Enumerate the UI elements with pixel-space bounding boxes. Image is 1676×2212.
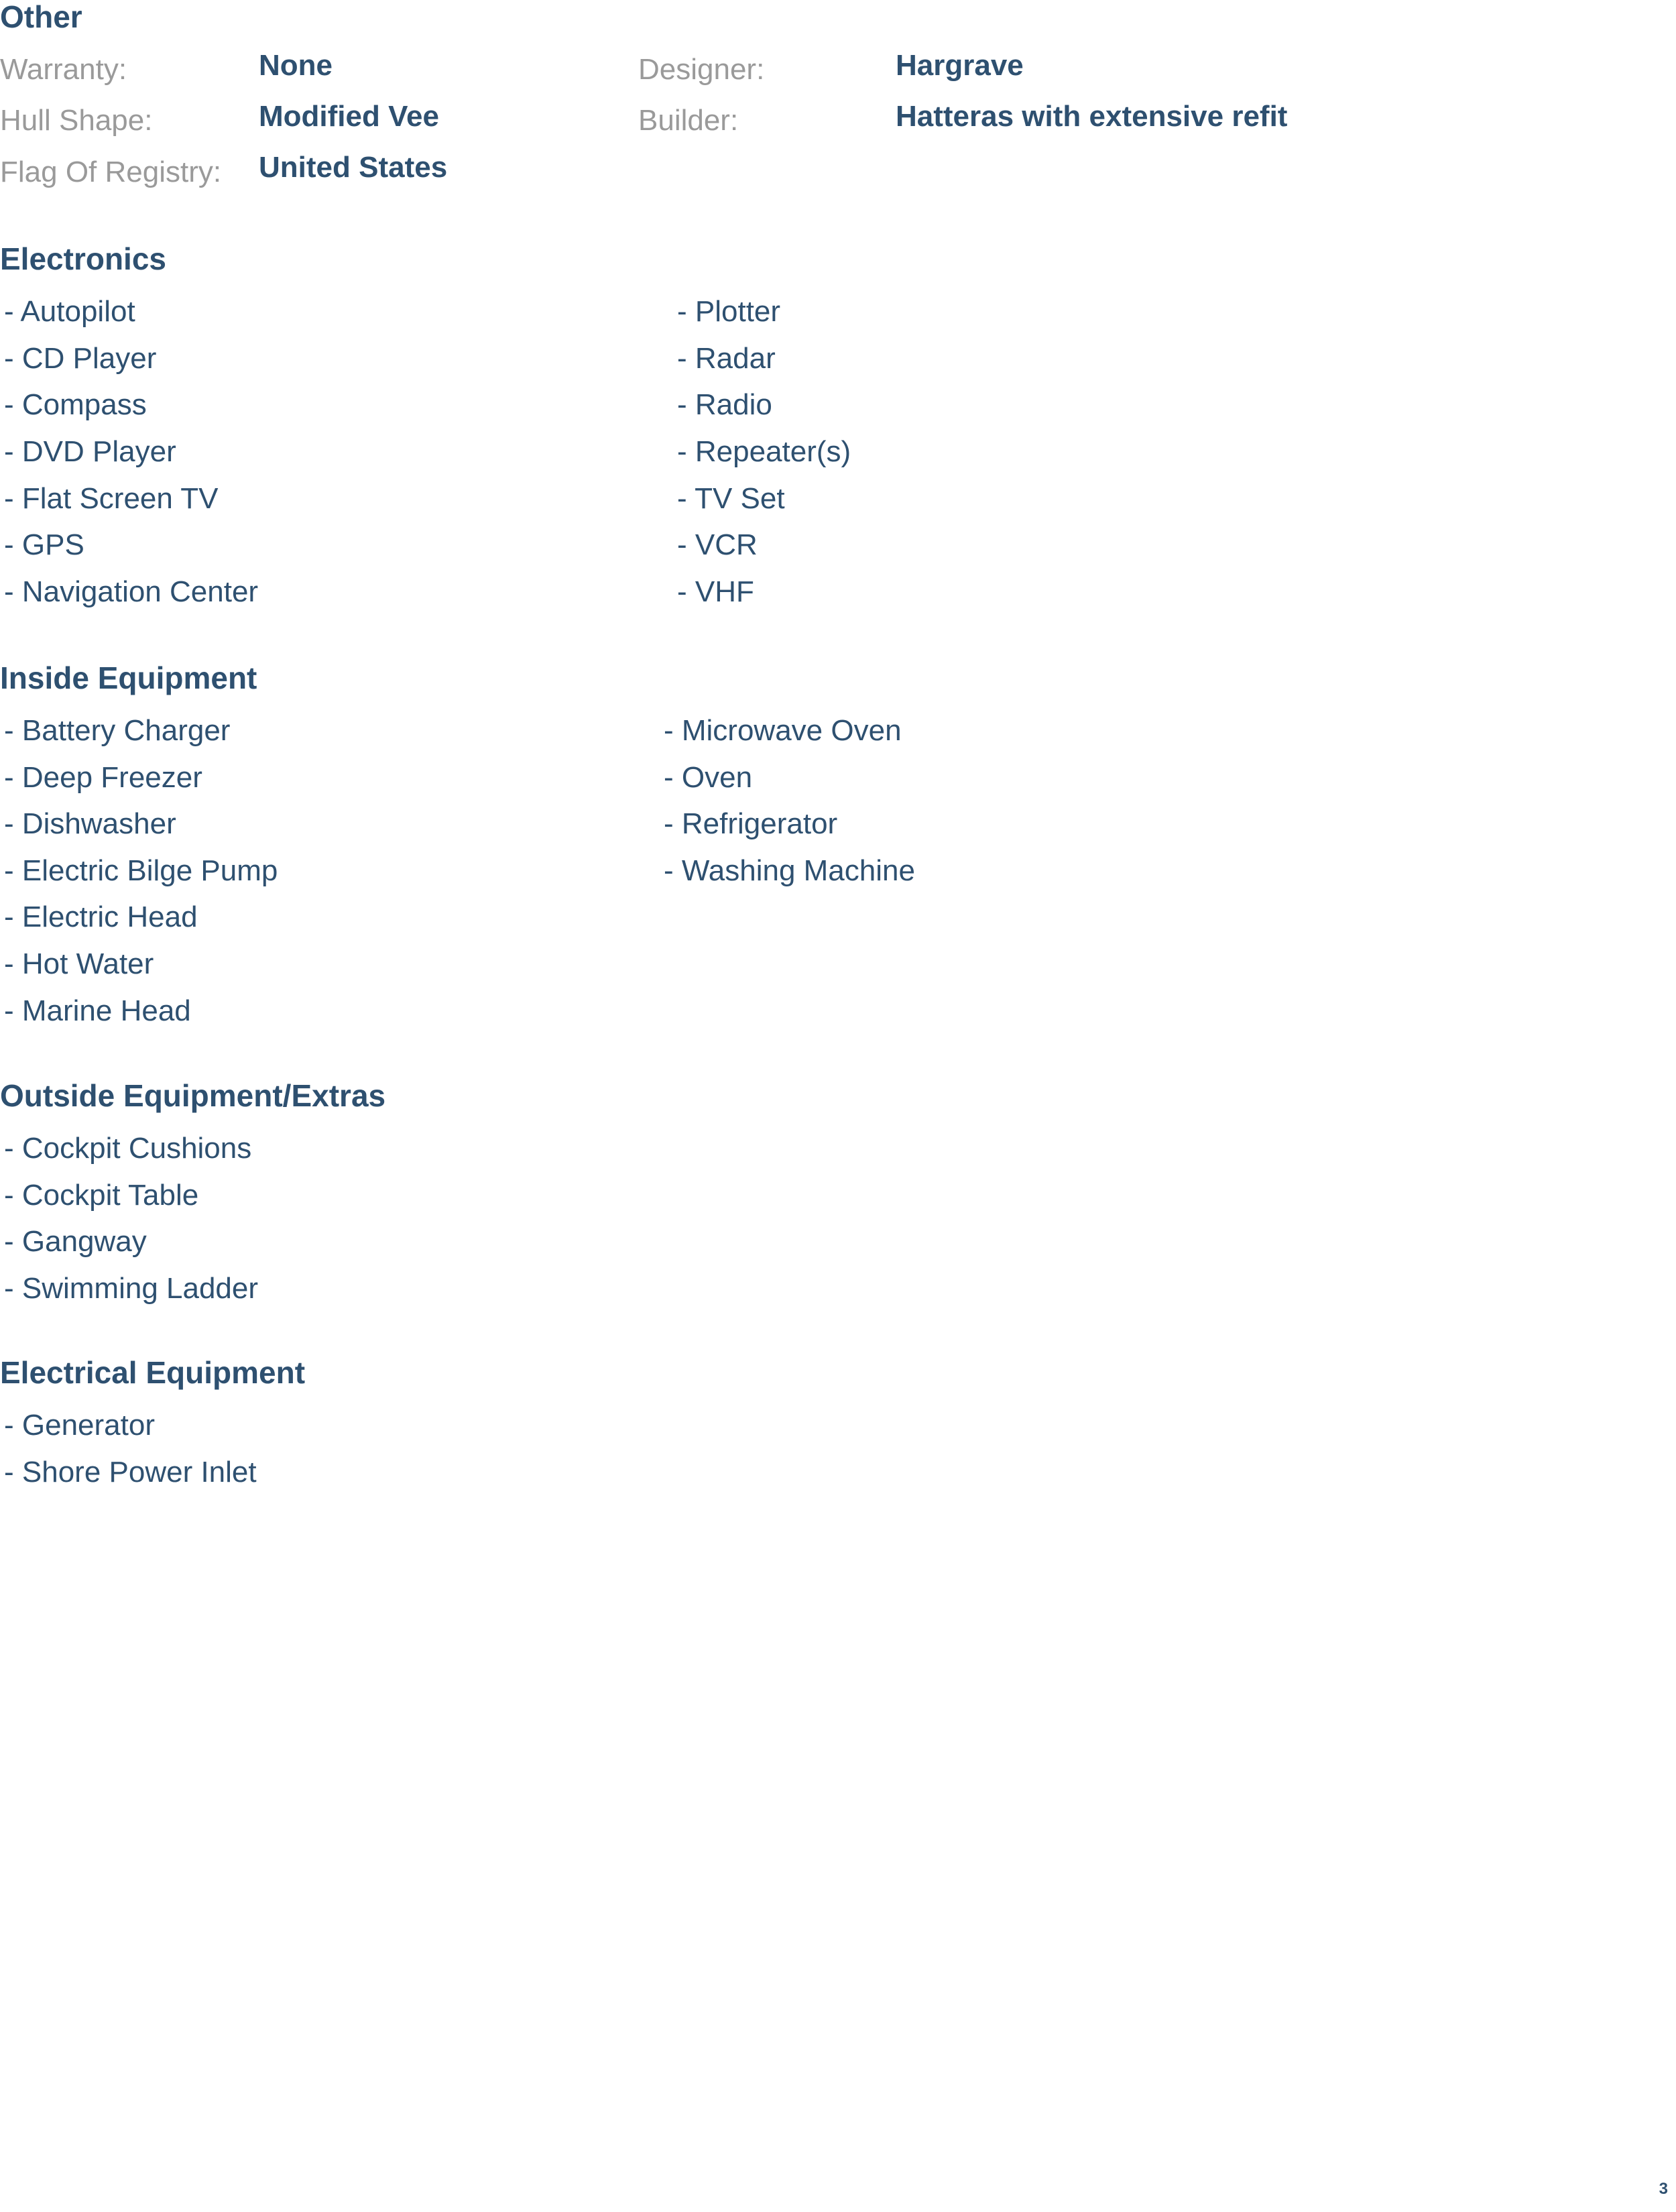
- list-item: - Gangway: [4, 1225, 147, 1258]
- list-item: - VHF: [677, 575, 754, 608]
- section-title-inside-equipment: Inside Equipment: [0, 660, 257, 695]
- list-item: - Deep Freezer: [4, 761, 202, 794]
- spec-label-hull-shape: Hull Shape:: [0, 104, 153, 137]
- list-item: - Electric Bilge Pump: [4, 854, 278, 887]
- spec-label-flag-of-registry: Flag Of Registry:: [0, 156, 222, 188]
- list-item: - Plotter: [677, 295, 781, 328]
- list-item: - Electric Head: [4, 900, 198, 933]
- spec-value-designer: Hargrave: [896, 49, 1024, 82]
- list-item: - Dishwasher: [4, 807, 176, 840]
- list-item: - Generator: [4, 1409, 155, 1442]
- section-title-other: Other: [0, 0, 82, 34]
- spec-value-warranty: None: [259, 49, 333, 82]
- list-item: - Radar: [677, 342, 776, 375]
- spec-label-builder: Builder:: [638, 104, 739, 137]
- list-item: - TV Set: [677, 482, 785, 515]
- section-title-electronics: Electronics: [0, 241, 166, 276]
- list-item: - Oven: [664, 761, 753, 794]
- list-item: - Marine Head: [4, 994, 191, 1027]
- list-item: - Swimming Ladder: [4, 1272, 259, 1305]
- spec-label-designer: Designer:: [638, 53, 765, 86]
- spec-value-builder: Hatteras with extensive refit: [896, 100, 1288, 133]
- list-item: - Shore Power Inlet: [4, 1456, 257, 1489]
- list-item: - GPS: [4, 528, 84, 561]
- section-title-outside-equipment: Outside Equipment/Extras: [0, 1078, 386, 1113]
- list-item: - Hot Water: [4, 947, 154, 980]
- list-item: - Compass: [4, 388, 147, 421]
- list-item: - Battery Charger: [4, 714, 231, 747]
- list-item: - Microwave Oven: [664, 714, 902, 747]
- section-title-electrical-equipment: Electrical Equipment: [0, 1355, 306, 1390]
- list-item: - CD Player: [4, 342, 157, 375]
- list-item: - Navigation Center: [4, 575, 259, 608]
- list-item: - Cockpit Table: [4, 1179, 199, 1212]
- list-item: - Repeater(s): [677, 435, 851, 468]
- spec-value-hull-shape: Modified Vee: [259, 100, 439, 133]
- list-item: - Radio: [677, 388, 772, 421]
- spec-value-flag-of-registry: United States: [259, 151, 448, 184]
- list-item: - VCR: [677, 528, 758, 561]
- spec-label-warranty: Warranty:: [0, 53, 127, 86]
- page-number: 3: [1659, 2180, 1668, 2198]
- list-item: - Flat Screen TV: [4, 482, 219, 515]
- list-item: - Washing Machine: [664, 854, 915, 887]
- list-item: - Autopilot: [4, 295, 135, 328]
- list-item: - Cockpit Cushions: [4, 1132, 252, 1165]
- list-item: - Refrigerator: [664, 807, 838, 840]
- list-item: - DVD Player: [4, 435, 176, 468]
